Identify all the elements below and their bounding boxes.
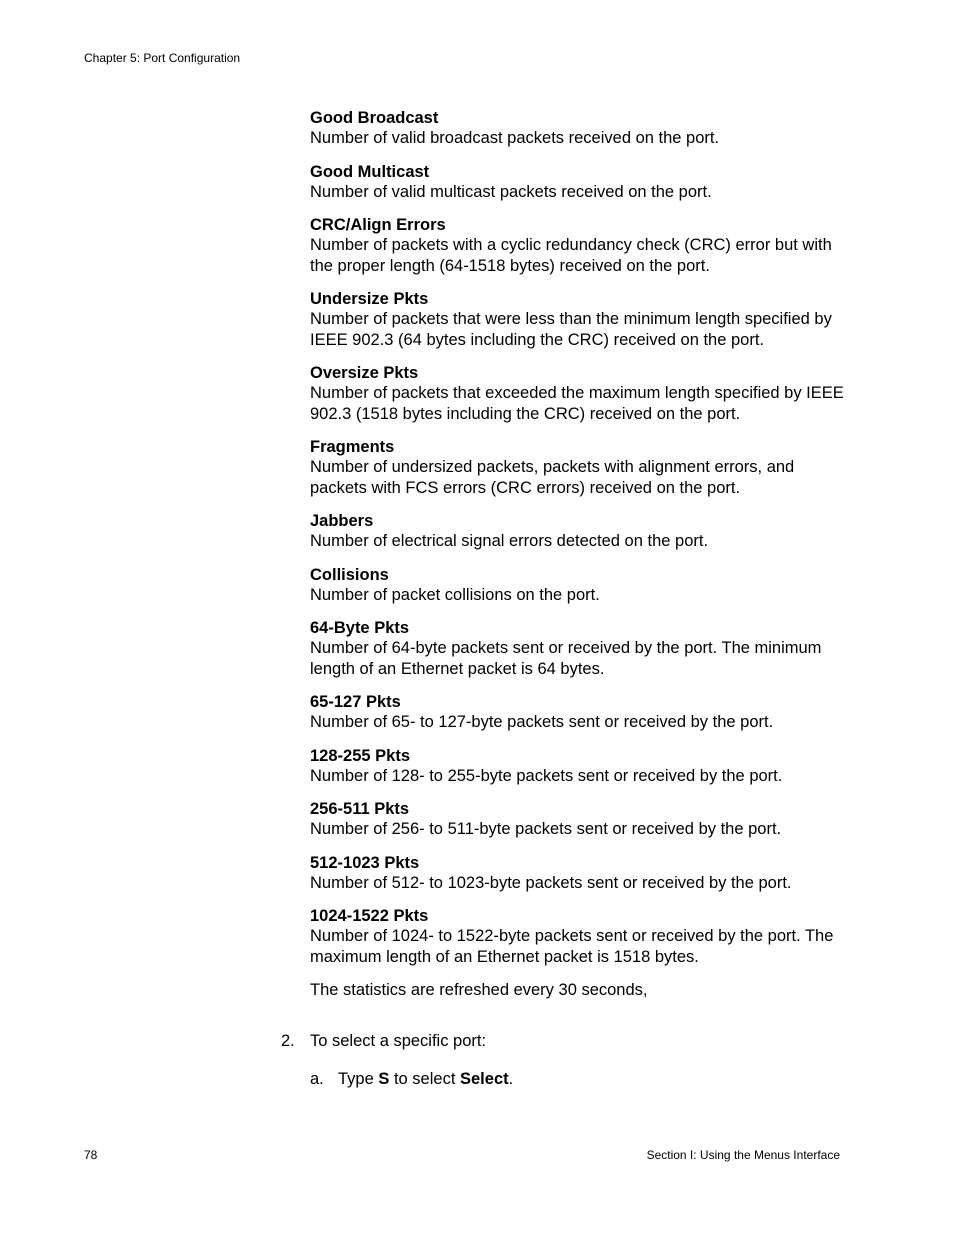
- definition-term: 512-1023 Pkts: [310, 853, 420, 872]
- definition-term: 256-511 Pkts: [310, 800, 410, 818]
- definition-entry: [310, 289, 850, 350]
- procedure-step: [281, 1031, 486, 1051]
- definition-description: Number of 64-byte packets sent or received by the port. The minimum length of an Ethernet packet is 64 bytes.: [310, 639, 822, 678]
- definition-term: Fragments: [310, 438, 395, 456]
- definition-description: Number of packets that exceeded the maximum length specified by IEEE 902.3 (1518 bytes including the CRC) received on the port.: [310, 384, 844, 423]
- definition-entry: [310, 511, 850, 552]
- definition-description: Number of 256- to 511-byte packets sent or received by the port.: [310, 820, 782, 838]
- definition-description: Number of valid broadcast packets received on the port.: [310, 129, 720, 147]
- definition-entry: [310, 215, 850, 276]
- definition-term: Good Multicast: [310, 162, 430, 181]
- definition-entry: [310, 853, 850, 894]
- step-number: 2.: [281, 1032, 295, 1050]
- procedure-substep: [310, 1069, 513, 1089]
- definition-term: Collisions: [310, 565, 389, 584]
- running-header: Chapter 5: Port Configuration: [84, 51, 241, 65]
- definition-entry: [310, 162, 850, 203]
- definition-entry: [310, 618, 850, 679]
- definition-entry: [310, 363, 850, 424]
- definition-description: Number of packets that were less than the minimum length specified by IEEE 902.3 (64 bytes including the CRC) received on the port.: [310, 310, 832, 349]
- definition-list: [310, 108, 850, 1000]
- definition-term: 65-127 Pkts: [310, 693, 401, 711]
- definition-description: Number of packet collisions on the port.: [310, 585, 600, 604]
- substep-middle: to select: [389, 1070, 460, 1088]
- definition-term: Undersize Pkts: [310, 290, 429, 308]
- definition-entry: [310, 692, 850, 733]
- definition-term: 1024-1522 Pkts: [310, 907, 429, 925]
- definition-description: Number of 128- to 255-byte packets sent or received by the port.: [310, 766, 783, 785]
- definition-description: Number of electrical signal errors detected on the port.: [310, 532, 709, 550]
- substep-command: Select: [460, 1070, 509, 1088]
- page-number: 78: [84, 1148, 98, 1162]
- definition-entry: [310, 565, 850, 606]
- definition-entry: [310, 108, 850, 149]
- definition-term: 64-Byte Pkts: [310, 619, 410, 637]
- definition-entry: [310, 799, 850, 840]
- substep-letter: a.: [310, 1070, 324, 1088]
- definition-term: CRC/Align Errors: [310, 216, 446, 234]
- definition-term: 128-255 Pkts: [310, 746, 410, 765]
- refresh-note: The statistics are refreshed every 30 seconds,: [310, 981, 648, 999]
- definition-description: Number of 65- to 127-byte packets sent or received by the port.: [310, 713, 774, 731]
- running-footer: Section I: Using the Menus Interface: [646, 1148, 840, 1162]
- definition-description: Number of packets with a cyclic redundancy check (CRC) error but with the proper length (64-1518 bytes) received on the port.: [310, 236, 832, 275]
- definition-entry: [310, 906, 850, 967]
- definition-description: Number of 512- to 1023-byte packets sent or received by the port.: [310, 873, 792, 892]
- substep-suffix: .: [508, 1070, 514, 1088]
- definition-entry: [310, 437, 850, 498]
- definition-description: Number of 1024- to 1522-byte packets sent or received by the port. The maximum length of an Ethernet packet is 1518 bytes.: [310, 927, 834, 966]
- definition-term: Good Broadcast: [310, 109, 439, 127]
- definition-entry: [310, 746, 850, 787]
- substep-key: S: [378, 1070, 390, 1088]
- definition-description: Number of valid multicast packets received on the port.: [310, 182, 712, 201]
- substep-prefix: Type: [338, 1070, 379, 1088]
- definition-description: Number of undersized packets, packets with alignment errors, and packets with FCS errors (CRC errors) received on the port.: [310, 458, 795, 497]
- definition-term: Oversize Pkts: [310, 364, 419, 382]
- definition-term: Jabbers: [310, 512, 374, 530]
- step-text: To select a specific port:: [310, 1032, 487, 1050]
